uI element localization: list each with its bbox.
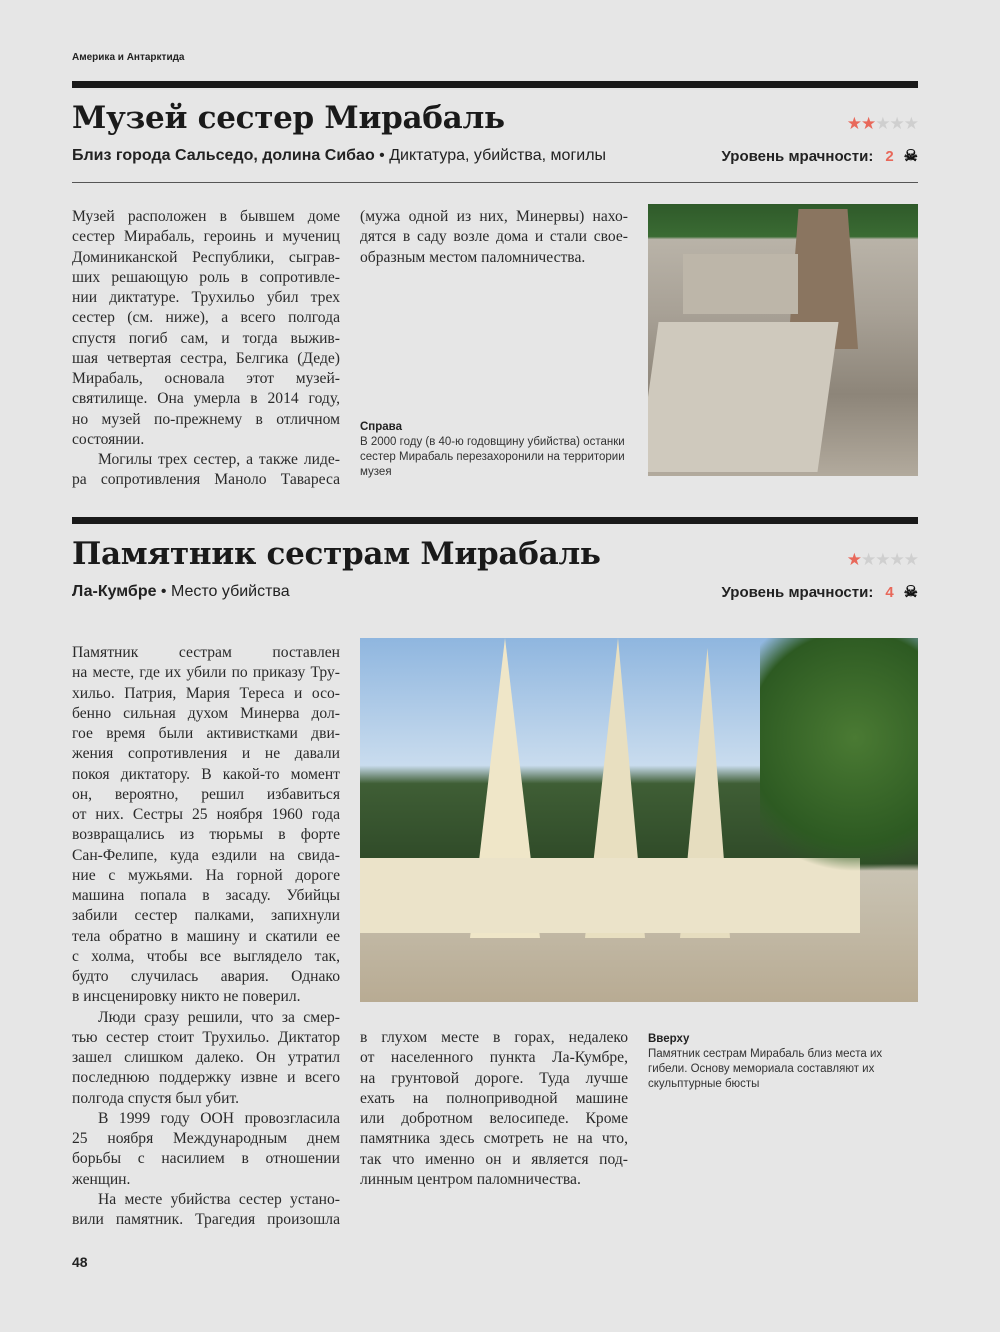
- separator: •: [156, 583, 171, 600]
- text-line: Доминиканской Республики, сыграв-: [72, 248, 340, 266]
- paragraph: [72, 643, 340, 1008]
- divider-line: [72, 182, 918, 183]
- gloom-label: Уровень мрачности:: [721, 583, 874, 601]
- skull-crossbones-icon: ☠: [903, 584, 918, 601]
- text-line: Люди сразу решили, что за смер-: [98, 1008, 340, 1026]
- text-line: жения сопротивления и не давали: [72, 745, 340, 763]
- text-line: он, вероятно, решил избавиться: [72, 785, 340, 803]
- text-line: дятся в саду возле дома и стали свое-: [360, 228, 628, 246]
- tags: Место убийства: [170, 583, 290, 600]
- text-line: Могилы трех сестер, а также лиде-: [98, 451, 340, 468]
- section-title: Музей сестер Мирабаль: [72, 100, 505, 136]
- photo-caption: [648, 1032, 918, 1092]
- section-divider: [72, 81, 918, 88]
- text-line: бенно сильная духом Минерва дол-: [72, 704, 340, 722]
- text-line: тела обратно в машину и скатили ее: [72, 927, 340, 945]
- caption-text: В 2000 году (в 40-ю годовщину убийства) останки сестер Мирабаль перезахоронили на территории музея: [360, 436, 625, 478]
- text-line: последнюю поддержку извне и всего: [72, 1069, 340, 1087]
- text-line: полгода спустя был убит.: [72, 1089, 239, 1107]
- text-line: хильо. Патрия, Мария Тереса и осо-: [72, 684, 340, 702]
- text-line: забили сестер палками, запихнули: [72, 907, 340, 925]
- text-line: ехать на полноприводной машине: [360, 1089, 628, 1107]
- text-line: На месте убийства сестер устано-: [98, 1190, 340, 1208]
- text-line: от населенного пункта Ла-Кумбре,: [360, 1049, 628, 1067]
- text-line: нии диктатуре. Трухильо убил трех: [72, 289, 340, 306]
- text-line: покоя диктатору. В какой-то момент: [72, 765, 340, 783]
- text-line: ших решающую роль в сопротивле-: [72, 268, 340, 286]
- text-line: ра сопротивления Маноло Тавареса: [72, 471, 340, 489]
- caption-heading: Вверху: [648, 1033, 690, 1045]
- paragraph: [72, 1190, 340, 1231]
- star-empty-icon: ★: [889, 114, 904, 133]
- text-line: Музей расположен в бывшем доме: [72, 208, 340, 225]
- text-line: Памятник сестрам поставлен: [72, 644, 340, 661]
- text-line: в инсценировку никто не поверил.: [72, 988, 301, 1006]
- text-line: так что именно он и является под-: [360, 1150, 628, 1168]
- text-column: [360, 207, 628, 268]
- skull-crossbones-icon: ☠: [903, 148, 918, 165]
- rating-stars: [847, 114, 918, 134]
- star-empty-icon: ★: [875, 550, 890, 569]
- star-empty-icon: ★: [903, 114, 918, 133]
- text-line: спустя погиб сам, и тогда выжив-: [72, 329, 340, 347]
- star-empty-icon: ★: [875, 114, 890, 133]
- star-filled-icon: ★: [861, 114, 876, 133]
- section-subtitle: [72, 583, 290, 601]
- tags: Диктатура, убийства, могилы: [389, 147, 607, 164]
- paragraph: [360, 207, 628, 268]
- text-line: (мужа одной из них, Минервы) нахо-: [360, 208, 628, 225]
- text-line: или добротном велосипеде. Кроме: [360, 1110, 628, 1127]
- star-empty-icon: ★: [903, 550, 918, 569]
- text-line: женщин.: [72, 1170, 131, 1188]
- text-line: 25 ноября Международным днем: [72, 1130, 340, 1147]
- caption-heading: Справа: [360, 421, 402, 433]
- paragraph: [72, 1109, 340, 1190]
- text-line: машина попала в засаду. Убийцы: [72, 887, 340, 904]
- star-empty-icon: ★: [889, 550, 904, 569]
- star-filled-icon: ★: [846, 114, 861, 133]
- text-column: [72, 207, 340, 491]
- gloom-value: 2: [885, 147, 894, 165]
- star-filled-icon: ★: [846, 550, 861, 569]
- paragraph: [72, 1008, 340, 1109]
- text-line: образным местом паломничества.: [360, 248, 586, 266]
- text-line: состоянии.: [72, 430, 145, 448]
- photo-monument: [360, 638, 918, 1002]
- text-line: сестер (см. ниже), а всего полгода: [72, 309, 340, 327]
- text-line: в глухом месте в горах, недалеко: [360, 1029, 628, 1046]
- paragraph: [72, 207, 340, 450]
- location: Ла-Кумбре: [72, 583, 157, 600]
- text-line: В 1999 году ООН провозгласила: [98, 1109, 340, 1127]
- text-line: вили памятник. Трагедия произошла: [72, 1211, 340, 1228]
- page-number: 48: [72, 1254, 88, 1270]
- text-line: будто случилась авария. Однако: [72, 968, 340, 985]
- text-line: на грунтовой дороге. Туда лучше: [360, 1069, 628, 1087]
- running-head: Америка и Антарктида: [72, 52, 185, 63]
- gloom-level: [722, 582, 918, 602]
- text-line: ние с мужьями. На горной дороге: [72, 866, 340, 884]
- text-line: шая четвертая сестра, Белгика (Деде): [72, 349, 340, 367]
- caption-text: Памятник сестрам Мирабаль близ места их гибели. Основу мемориала составляют их скульптурные бюсты: [648, 1048, 883, 1090]
- text-line: святилище. Она умерла в 2014 году,: [72, 390, 340, 408]
- gloom-value: 4: [885, 583, 894, 601]
- text-line: линным центром паломничества.: [360, 1170, 581, 1188]
- text-line: на месте, где их убили по приказу Тру-: [72, 664, 340, 682]
- separator: •: [374, 147, 390, 164]
- text-line: Мирабаль, основала этот музей-: [72, 370, 340, 387]
- text-line: Сан-Фелипе, куда ездили на свида-: [72, 846, 340, 864]
- photo-caption: [360, 420, 630, 480]
- star-empty-icon: ★: [861, 550, 876, 569]
- photo-graves: [648, 204, 918, 476]
- section-title: Памятник сестрам Мирабаль: [72, 536, 601, 572]
- section-subtitle: [72, 147, 606, 165]
- text-line: зашел слишком далеко. Он утратил: [72, 1049, 340, 1066]
- paragraph: [360, 1028, 628, 1190]
- text-line: но музей по-прежнему в отличном: [72, 410, 340, 428]
- text-line: борьбы с насилием в отношении: [72, 1150, 340, 1168]
- gloom-label: Уровень мрачности:: [721, 147, 874, 165]
- rating-stars: [847, 550, 918, 570]
- text-line: сестер Мирабаль, героинь и мучениц: [72, 228, 340, 246]
- text-line: тью сестер стоит Трухильо. Диктатор: [72, 1028, 340, 1046]
- text-line: гое время были активистками дви-: [72, 725, 340, 742]
- text-column: [72, 643, 340, 1230]
- paragraph: [72, 450, 340, 491]
- location: Близ города Сальседо, долина Сибао: [72, 147, 375, 164]
- gloom-level: [722, 146, 918, 166]
- text-line: возвращались из тюрьмы в форте: [72, 826, 340, 844]
- text-line: с холма, чтобы все выглядело так,: [72, 947, 340, 965]
- text-line: памятника здесь смотреть не на что,: [360, 1130, 628, 1148]
- section-divider: [72, 517, 918, 524]
- text-line: от них. Сестры 25 ноября 1960 года: [72, 806, 340, 823]
- text-column: [360, 1028, 628, 1190]
